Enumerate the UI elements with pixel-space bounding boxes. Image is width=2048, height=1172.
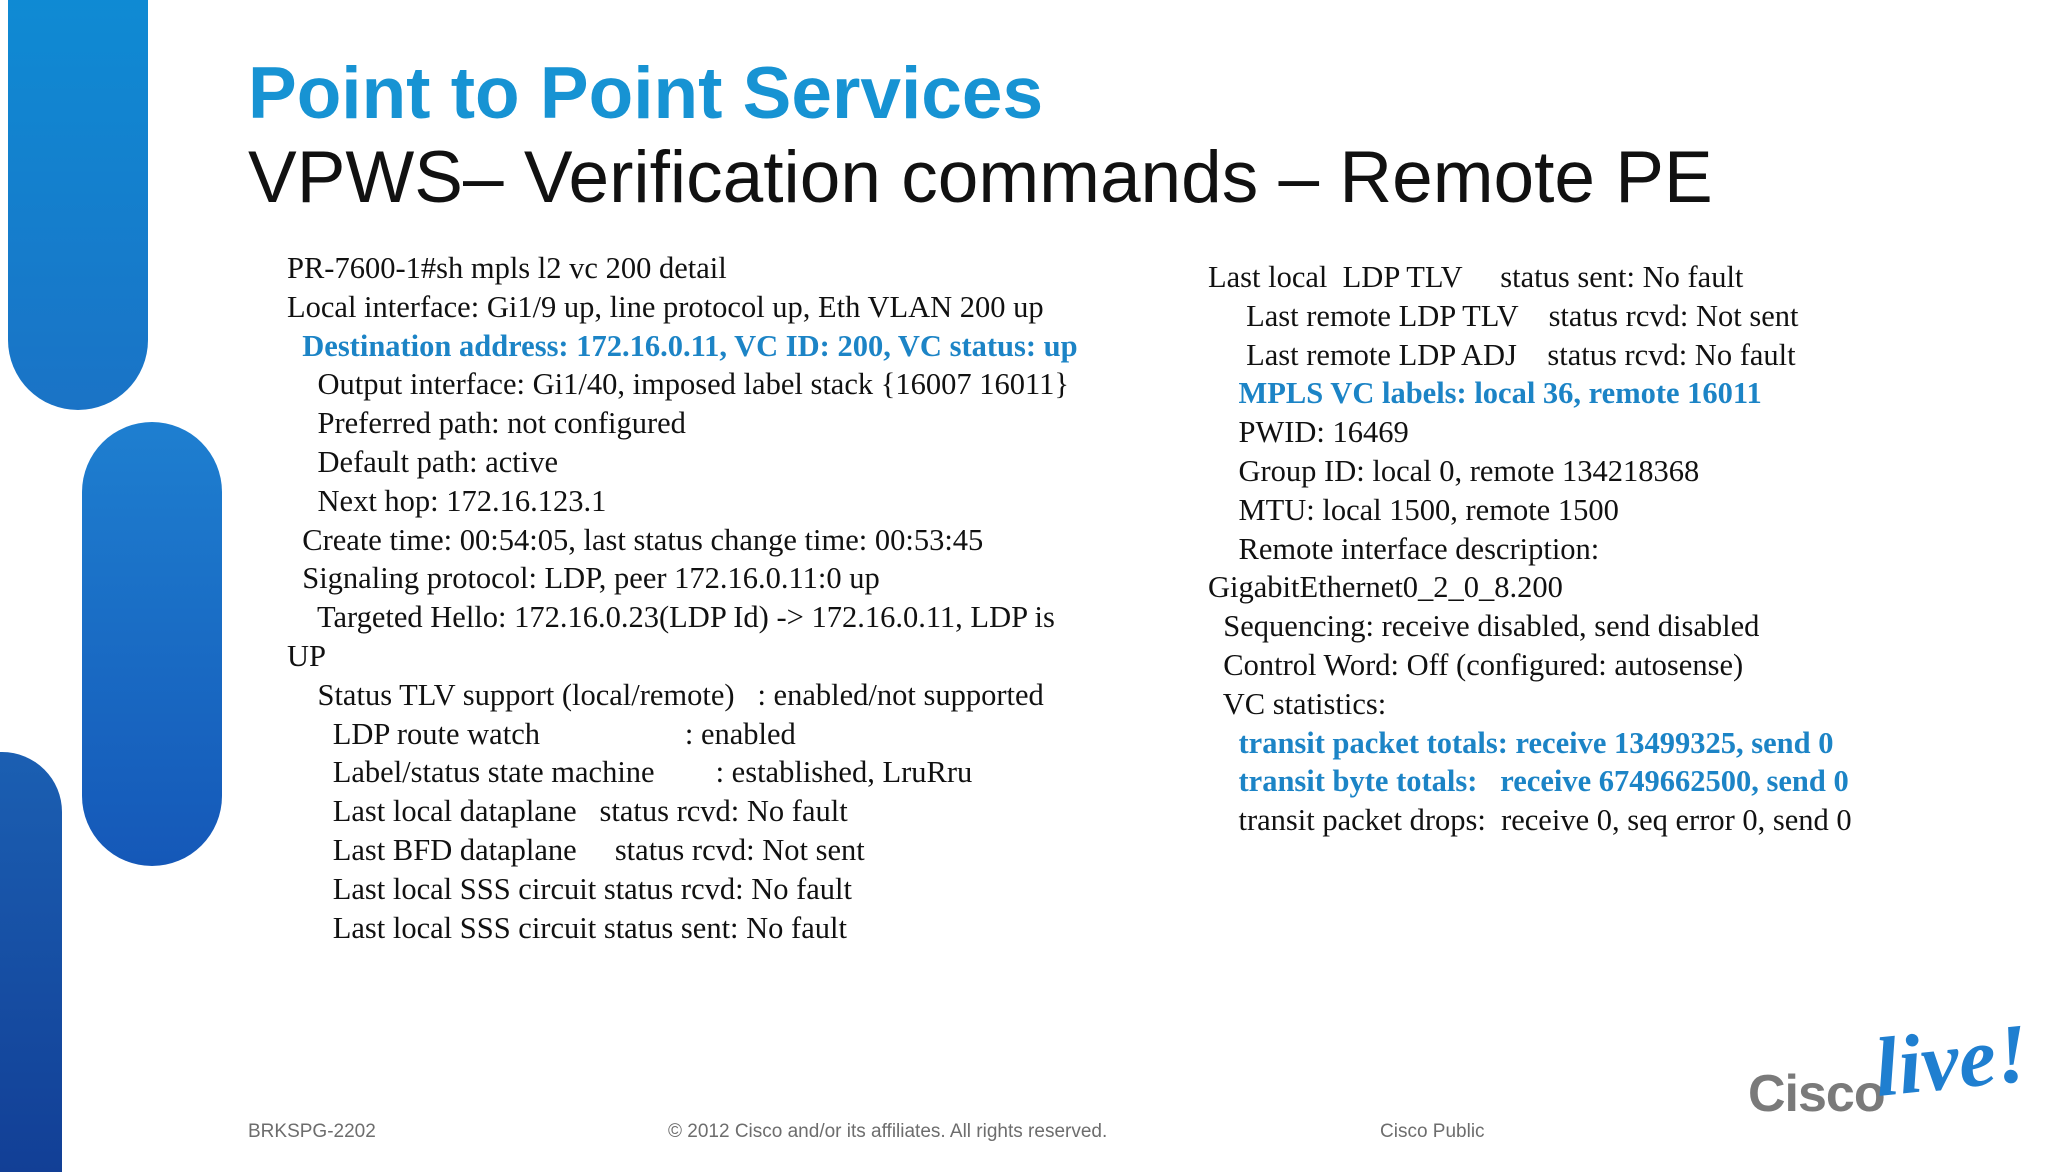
output-line: Remote interface description: — [1208, 531, 1600, 566]
slide-title: Point to Point Services — [248, 53, 1044, 134]
output-line: Targeted Hello: 172.16.0.23(LDP Id) -> 172.16.0.11, LDP is — [287, 600, 1055, 635]
command-output-left — [287, 249, 1078, 947]
output-line: PR-7600-1#sh mpls l2 vc 200 detail — [287, 251, 727, 285]
footer-classification: Cisco Public — [1380, 1121, 1485, 1142]
output-line: Group ID: local 0, remote 134218368 — [1208, 453, 1700, 488]
output-line: Last remote LDP ADJ status rcvd: No fault — [1208, 337, 1796, 372]
highlighted-output-line: transit packet totals: receive 13499325, send 0 — [1208, 725, 1834, 760]
output-line: Last local SSS circuit status sent: No fault — [287, 910, 847, 945]
output-line: Default path: active — [287, 444, 559, 479]
output-line: Last local dataplane status rcvd: No fault — [287, 794, 848, 829]
output-line: transit packet drops: receive 0, seq error 0, send 0 — [1208, 803, 1852, 838]
output-line: Signaling protocol: LDP, peer 172.16.0.11:0 up — [287, 561, 880, 596]
output-line: Last local SSS circuit status rcvd: No fault — [287, 871, 853, 906]
output-line: Create time: 00:54:05, last status change time: 00:53:45 — [287, 522, 984, 557]
decorative-bar-bottom — [0, 752, 62, 1172]
logo-word-cisco: Cisco — [1748, 1065, 1885, 1123]
output-line: Status TLV support (local/remote) : enabled/not supported — [287, 677, 1044, 712]
command-output-right — [1208, 258, 1852, 840]
footer-copyright: © 2012 Cisco and/or its affiliates. All rights reserved. — [668, 1121, 1108, 1142]
output-line: Label/status state machine : established, LruRru — [287, 755, 973, 790]
cisco-live-logo — [1748, 1006, 2033, 1130]
output-line: Preferred path: not configured — [287, 406, 686, 441]
decorative-bar-middle — [82, 422, 222, 866]
logo-word-live: live! — [1870, 1006, 2033, 1116]
output-line: GigabitEthernet0_2_0_8.200 — [1208, 570, 1563, 605]
highlighted-output-line: Destination address: 172.16.0.11, VC ID: 200, VC status: up — [287, 328, 1078, 363]
output-line: Sequencing: receive disabled, send disabled — [1208, 609, 1760, 644]
slide-subtitle: VPWS– Verification commands – Remote PE — [248, 137, 1713, 218]
output-line: Local interface: Gi1/9 up, line protocol up, Eth VLAN 200 up — [287, 289, 1044, 324]
output-line: PWID: 16469 — [1208, 415, 1409, 450]
output-line: Control Word: Off (configured: autosense) — [1208, 647, 1744, 682]
output-line: Next hop: 172.16.123.1 — [287, 483, 607, 518]
output-line: Last remote LDP TLV status rcvd: Not sent — [1208, 298, 1799, 333]
output-line: Last local LDP TLV status sent: No fault — [1208, 260, 1744, 294]
decorative-bar-top — [8, 0, 148, 410]
output-line: VC statistics: — [1208, 686, 1387, 721]
output-line: UP — [287, 638, 326, 673]
highlighted-output-line: MPLS VC labels: local 36, remote 16011 — [1208, 376, 1762, 411]
output-line: Last BFD dataplane status rcvd: Not sent — [287, 832, 865, 867]
footer-session-id: BRKSPG-2202 — [248, 1121, 376, 1142]
highlighted-output-line: transit byte totals: receive 6749662500, send 0 — [1208, 764, 1849, 799]
output-line: LDP route watch : enabled — [287, 716, 796, 751]
output-line: Output interface: Gi1/40, imposed label stack {16007 16011} — [287, 367, 1070, 402]
output-line: MTU: local 1500, remote 1500 — [1208, 492, 1619, 527]
